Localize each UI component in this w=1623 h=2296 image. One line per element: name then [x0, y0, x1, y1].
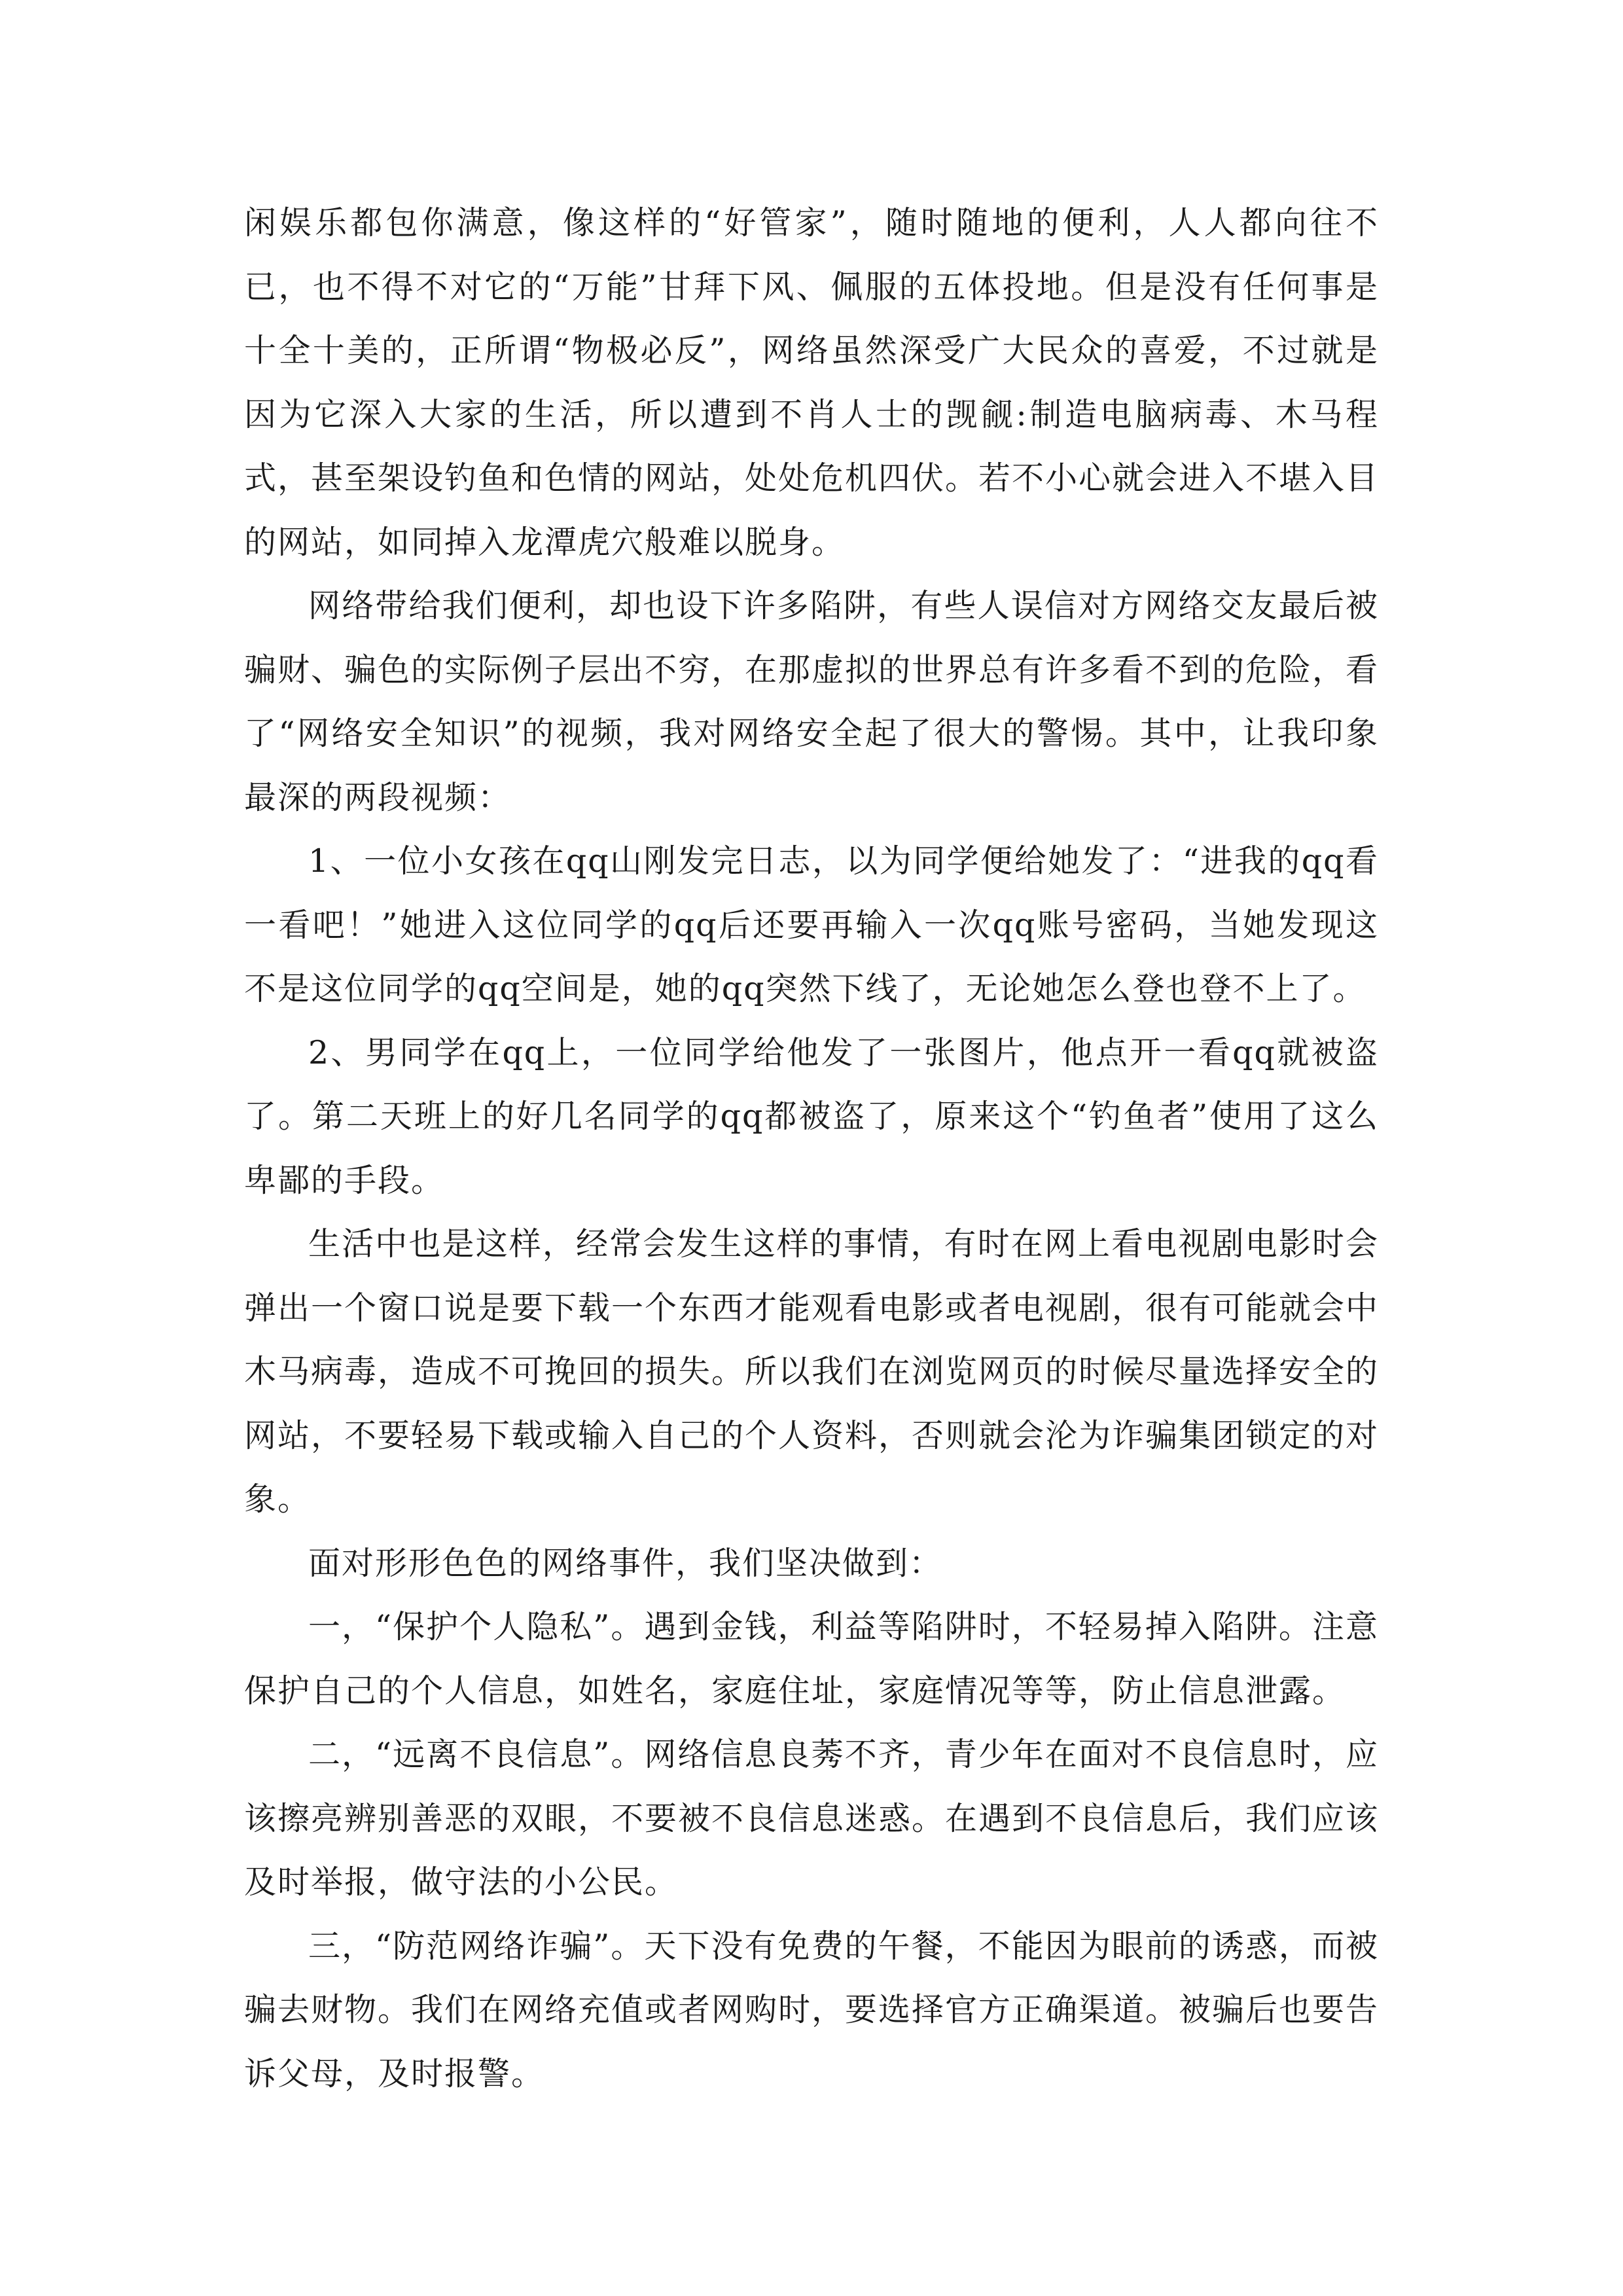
paragraph-example-2: 2、男同学在qq上，一位同学给他发了一张图片，他点开一看qq就被盗了。第二天班上的好几名同学的qq都被盗了，原来这个“钓鱼者”使用了这么卑鄙的手段。	[244, 1033, 1379, 1199]
paragraph-point-3: 三，“防范网络诈骗”。天下没有免费的午餐，不能因为眼前的诱惑，而被骗去财物。我们在网络充值或者网购时，要选择官方正确渠道。被骗后也要告诉父母，及时报警。	[244, 1927, 1380, 2092]
paragraph-resolution-intro: 面对形形色色的网络事件，我们坚决做到：	[308, 1544, 943, 1582]
paragraph-point-1: 一，“保护个人隐私”。遇到金钱，利益等陷阱时，不轻易掉入陷阱。注意保护自己的个人信息，如姓名，家庭住址，家庭情况等等，防止信息泄露。	[244, 1608, 1379, 1710]
paragraph-continuation: 闲娱乐都包你满意，像这样的“好管家”，随时随地的便利，人人都向往不已，也不得不对它的“万能”甘拜下风、佩服的五体投地。但是没有任何事是十全十美的，正所谓“物极必反”，网络虽然深受广大民众的喜爱，不过就是因为它深入大家的生活，所以遭到不肖人士的觊觎:制造电脑病毒、木马程式，甚至架设钓鱼和色情的网站，处处危机四伏。若不小心就会进入不堪入目的网站，如同掉入龙潭虎穴般难以脱身。	[244, 204, 1380, 561]
paragraph-point-2: 二，“远离不良信息”。网络信息良莠不齐，青少年在面对不良信息时，应该擦亮辨别善恶的双眼，不要被不良信息迷惑。在遇到不良信息后，我们应该及时举报，做守法的小公民。	[244, 1736, 1380, 1901]
document-body	[244, 191, 1379, 2106]
paragraph-example-1: 1、一位小女孩在qq山刚发完日志，以为同学便给她发了：“进我的qq看一看吧！”她进入这位同学的qq后还要再输入一次qq账号密码，当她发现这不是这位同学的qq空间是，她的qq突然下线了，无论她怎么登也登不上了。	[244, 842, 1379, 1007]
paragraph-network-traps: 网络带给我们便利，却也设下许多陷阱，有些人误信对方网络交友最后被骗财、骗色的实际例子层出不穷，在那虚拟的世界总有许多看不到的危险，看了“网络安全知识”的视频，我对网络安全起了很大的警惕。其中，让我印象最深的两段视频：	[244, 587, 1380, 816]
paragraph-daily-life: 生活中也是这样，经常会发生这样的事情，有时在网上看电视剧电影时会弹出一个窗口说是要下载一个东西才能观看电影或者电视剧，很有可能就会中木马病毒，造成不可挽回的损失。所以我们在浏览网页的时候尽量选择安全的网站，不要轻易下载或输入自己的个人资料，否则就会沦为诈骗集团锁定的对象。	[244, 1225, 1380, 1518]
